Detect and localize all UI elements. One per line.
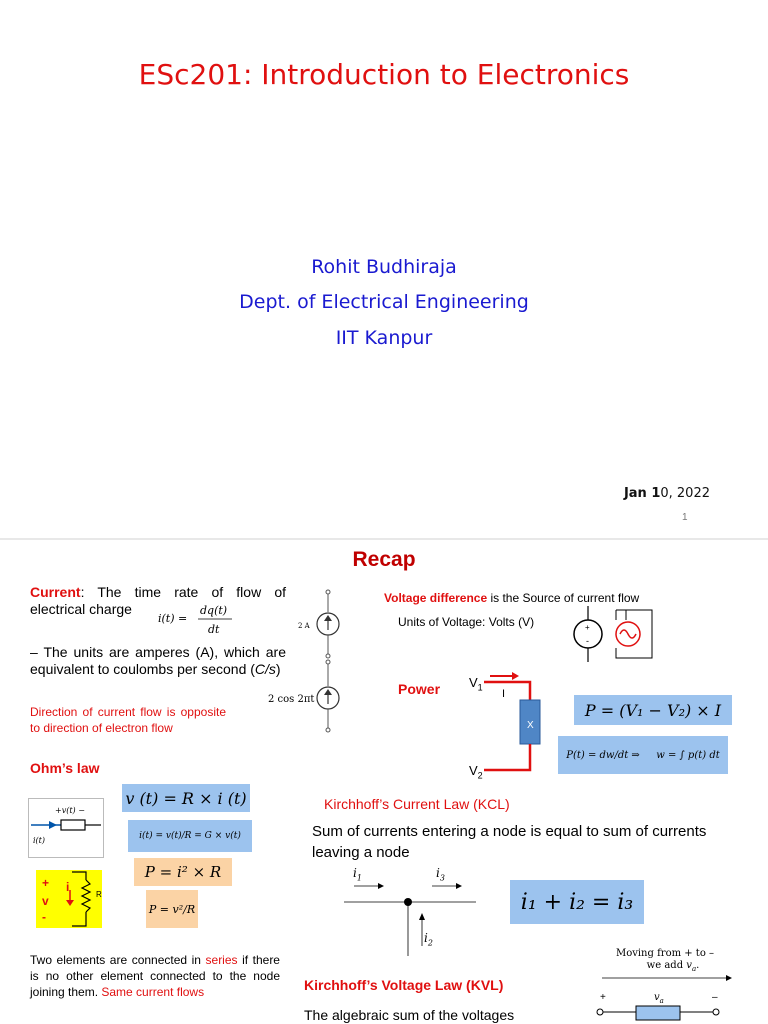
kvl-definition: The algebraic sum of the voltages	[304, 1007, 515, 1023]
ohm-conductance-formula: i(t) = v(t)/R = G × v(t)	[128, 820, 252, 852]
series-definition: Two elements are connected in series if there is no other element connected to the node joining them. Same current flows	[30, 953, 280, 999]
current-i-label: I	[502, 688, 506, 700]
kcl-i2-label: $i_2$	[424, 931, 433, 948]
slide-title: ESc201: Introduction to Electronics	[138, 58, 630, 91]
power-circuit	[470, 670, 550, 780]
svg-text:dq(t): dq(t)	[200, 604, 228, 617]
slide-date: Jan 10, 2022	[623, 486, 710, 501]
power-formula: P = (V₁ − V₂) × I	[574, 695, 732, 725]
power-label: Power	[398, 681, 441, 697]
ohm-formula: v (t) = R × i (t)	[122, 784, 250, 812]
ohms-law-label: Ohm’s law	[30, 760, 100, 776]
current-formula	[156, 598, 246, 640]
kcl-formula: i₁ + i₂ = i₃	[510, 880, 644, 924]
svg-text:i(t): i(t)	[33, 836, 46, 845]
recap-title: Recap	[352, 548, 416, 571]
voltage-definition: Voltage difference is the Source of current flow	[384, 591, 640, 605]
kvl-figure: Moving from + to – we add $v_a$. + – $v_a$	[590, 942, 738, 1024]
recap-slide	[0, 540, 768, 1024]
units-text: – The units are amperes (A), which are equivalent to coulombs per second (C/s)	[30, 644, 286, 677]
svg-text:dt: dt	[208, 623, 220, 636]
kcl-label: Kirchhoff’s Current Law (KCL)	[324, 796, 510, 812]
yellow-resistor-figure: + i v - R	[36, 870, 102, 928]
power-integral-formula: P(t) = dw/dt ⇒ w = ∫ p(t) dt	[558, 736, 728, 774]
source-cos-label: 2 cos 2πt	[268, 694, 315, 705]
kvl-label: Kirchhoff’s Voltage Law (KVL)	[304, 977, 504, 993]
power-voltage-formula: P = v²/R	[146, 890, 198, 928]
v1-label: $V_1$	[469, 675, 483, 693]
v2-label: $V_2$	[469, 763, 483, 781]
svg-text:-: -	[586, 636, 589, 646]
page-number: 1	[682, 512, 688, 523]
source-2a-label: 2 A	[298, 622, 310, 630]
svg-text:i(t) =: i(t) =	[158, 612, 188, 625]
kcl-node-figure	[342, 864, 482, 956]
kcl-i3-label: $i_3$	[436, 866, 445, 883]
element-x-label: X	[527, 720, 534, 731]
kcl-definition: Sum of currents entering a node is equal to sum of currents leaving a node	[312, 823, 707, 861]
svg-text:+v(t) −: +v(t) −	[55, 806, 85, 815]
author-name: Rohit Budhiraja	[311, 256, 457, 278]
svg-text:+: +	[585, 623, 590, 632]
direction-note: Direction of current flow is opposite to direction of electron flow	[30, 705, 226, 735]
resistor-figure	[28, 798, 104, 858]
current-sources-figure	[262, 588, 350, 736]
voltage-units: Units of Voltage: Volts (V)	[398, 615, 535, 629]
current-definition: Current: The time rate of flow of electrical charge	[30, 584, 286, 617]
kcl-i1-label: $i_1$	[353, 866, 362, 883]
department: Dept. of Electrical Engineering	[239, 291, 529, 313]
voltage-sources-figure	[568, 606, 658, 664]
institute: IIT Kanpur	[335, 327, 433, 349]
power-resistance-formula: P = i² × R	[134, 858, 232, 886]
